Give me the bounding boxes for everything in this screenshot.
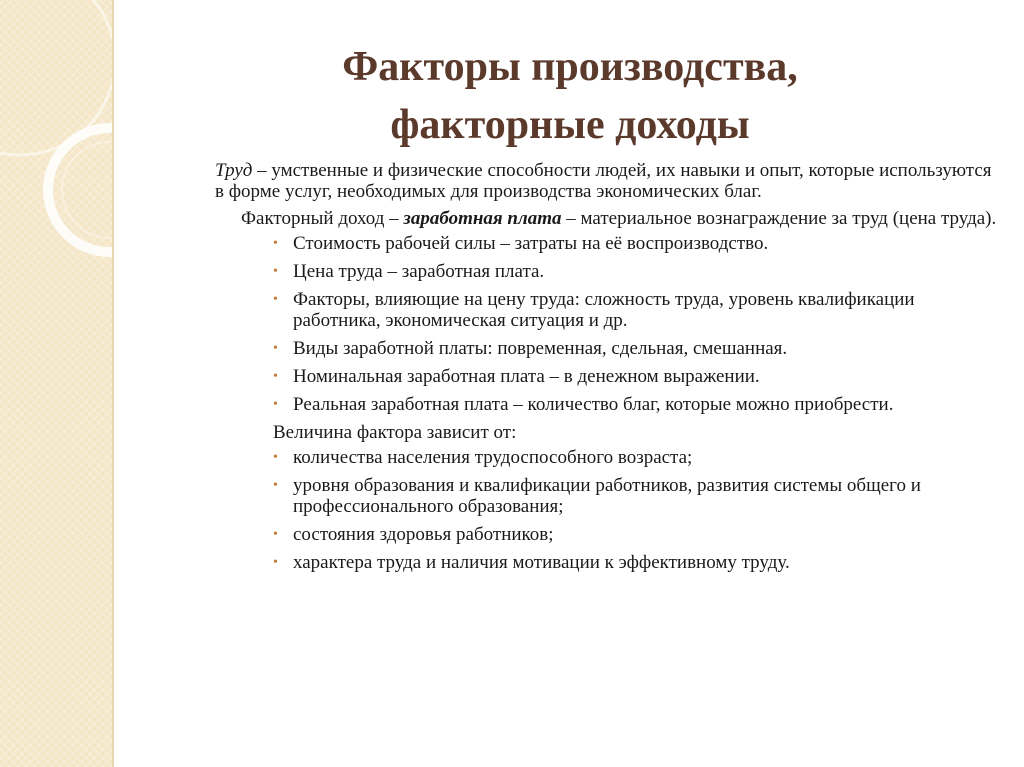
factor-income-prefix: Факторный доход – bbox=[241, 208, 404, 229]
slide-title-line-2: факторные доходы bbox=[390, 102, 750, 148]
list-item bbox=[273, 338, 1005, 359]
list-item-text: Цена труда – заработная плата. bbox=[293, 261, 545, 282]
labor-definition-text: – умственные и физические способности людей, их навыки и опыт, которые используются в форме услуг, необходимых для производства экономических благ. bbox=[215, 160, 992, 202]
bullet-icon: • bbox=[273, 555, 278, 570]
bullet-icon: • bbox=[273, 292, 278, 307]
list-item bbox=[273, 475, 1005, 517]
decorative-rings bbox=[0, 0, 112, 767]
slide-title bbox=[140, 38, 1000, 154]
list-item-text: уровня образования и квалификации работников, развития системы общего и профессионального образования; bbox=[293, 475, 921, 517]
factor-income-paragraph bbox=[241, 208, 1005, 229]
list-item-text: Факторы, влияющие на цену труда: сложность труда, уровень квалификации работника, экономическая ситуация и др. bbox=[293, 289, 915, 331]
list-item-text: Реальная заработная плата – количество благ, которые можно приобрести. bbox=[293, 394, 894, 415]
wage-bullet-list bbox=[215, 233, 1005, 415]
list-item-text: Стоимость рабочей силы – затраты на её воспроизводство. bbox=[293, 233, 769, 254]
slide-title-line-1: Факторы производства, bbox=[342, 44, 798, 90]
bullet-icon: • bbox=[273, 369, 278, 384]
bullet-icon: • bbox=[273, 341, 278, 356]
list-item bbox=[273, 524, 1005, 545]
list-item bbox=[273, 233, 1005, 254]
list-item-text: характера труда и наличия мотивации к эффективному труду. bbox=[293, 552, 790, 573]
bullet-icon: • bbox=[273, 264, 278, 279]
bullet-icon: • bbox=[273, 450, 278, 465]
list-item bbox=[273, 261, 1005, 282]
list-item bbox=[273, 289, 1005, 331]
list-item bbox=[273, 447, 1005, 468]
slide-content bbox=[215, 160, 1005, 580]
labor-definition bbox=[215, 160, 1005, 202]
list-item-text: количества населения трудоспособного возраста; bbox=[293, 447, 693, 468]
bullet-icon: • bbox=[273, 397, 278, 412]
bullet-icon: • bbox=[273, 527, 278, 542]
list-item bbox=[273, 552, 1005, 573]
list-item-text: состояния здоровья работников; bbox=[293, 524, 554, 545]
list-item bbox=[273, 366, 1005, 387]
decorative-side-panel bbox=[0, 0, 112, 767]
side-panel-edge bbox=[112, 0, 114, 767]
bullet-icon: • bbox=[273, 236, 278, 251]
factor-income-suffix: – материальное вознаграждение за труд (цена труда). bbox=[561, 208, 997, 229]
list-item-text: Номинальная заработная плата – в денежном выражении. bbox=[293, 366, 760, 387]
labor-term: Труд bbox=[215, 160, 253, 181]
list-item bbox=[273, 394, 1005, 415]
bullet-icon: • bbox=[273, 478, 278, 493]
wage-term: заработная плата bbox=[403, 208, 562, 229]
factor-bullet-list bbox=[215, 447, 1005, 573]
factor-heading: Величина фактора зависит от: bbox=[273, 422, 517, 443]
list-item-text: Виды заработной платы: повременная, сдельная, смешанная. bbox=[293, 338, 788, 359]
decorative-ring-inner bbox=[62, 142, 112, 238]
